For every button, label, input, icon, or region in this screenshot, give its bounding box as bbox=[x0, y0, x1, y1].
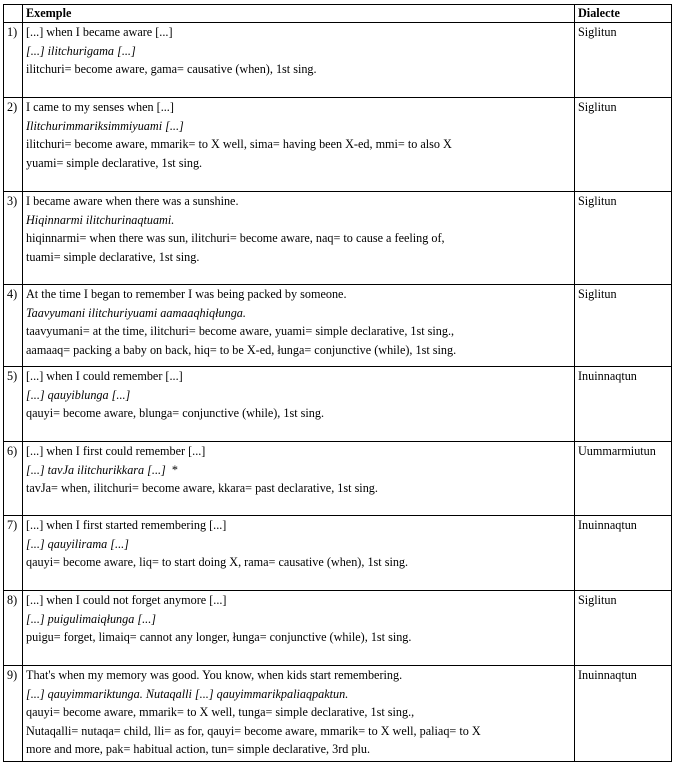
inuktun-line bbox=[26, 304, 571, 323]
english-translation: That's when my memory was good. You know, when kids start remembering. bbox=[26, 668, 403, 682]
dialect-cell: Inuinnaqtun bbox=[575, 367, 672, 442]
english-translation: I came to my senses when [...] bbox=[26, 100, 174, 114]
table-row bbox=[4, 516, 672, 591]
example-number: 8) bbox=[4, 591, 23, 666]
inuktun-line bbox=[26, 461, 571, 480]
dialect-cell: Siglitun bbox=[575, 192, 672, 285]
inuktun-line bbox=[26, 42, 571, 61]
inuktun-line bbox=[26, 117, 571, 136]
header-row bbox=[4, 5, 672, 23]
morpheme-gloss: tavJa= when, ilitchuri= become aware, kkara= past declarative, 1st sing. bbox=[26, 481, 378, 496]
dialect-cell: Siglitun bbox=[575, 591, 672, 666]
example-number: 4) bbox=[4, 285, 23, 367]
morpheme-gloss: Nutaqalli= nutaqa= child, lli= as for, qauyi= become aware, mmarik= to X well, paliaq= to X bbox=[26, 723, 481, 738]
table-row bbox=[4, 192, 672, 285]
english-translation: I became aware when there was a sunshine. bbox=[26, 194, 239, 208]
english-translation: [...] when I could remember [...] bbox=[26, 369, 183, 383]
morpheme-gloss: ilitchuri= become aware, mmarik= to X well, sima= having been X-ed, mmi= to also X bbox=[26, 137, 452, 152]
inuktun-phrase: Taavyumani ilitchuriyuami aamaaqhiqłunga. bbox=[26, 305, 246, 320]
table-row bbox=[4, 442, 672, 516]
english-translation: [...] when I became aware [...] bbox=[26, 25, 173, 39]
inuktun-phrase: [...] ilitchurigama [...] bbox=[26, 43, 136, 58]
morpheme-gloss: puigu= forget, limaiq= cannot any longer, łunga= conjunctive (while), 1st sing. bbox=[26, 630, 412, 645]
dialect-cell: Siglitun bbox=[575, 23, 672, 98]
inuktun-phrase: [...] tavJa ilitchurikkara [...] bbox=[26, 462, 166, 477]
english-translation: [...] when I first could remember [...] bbox=[26, 444, 206, 458]
table-row bbox=[4, 367, 672, 442]
example-number: 1) bbox=[4, 23, 23, 98]
english-translation: At the time I began to remember I was being packed by someone. bbox=[26, 287, 347, 301]
table-row bbox=[4, 23, 672, 98]
header-dialect: Dialecte bbox=[575, 5, 672, 23]
morpheme-gloss: aamaaq= packing a baby on back, hiq= to be X-ed, łunga= conjunctive (while), 1st sing. bbox=[26, 342, 457, 357]
example-number: 5) bbox=[4, 367, 23, 442]
inuktun-line bbox=[26, 211, 571, 230]
inuktun-line bbox=[26, 610, 571, 629]
dialect-cell: Siglitun bbox=[575, 285, 672, 367]
example-cell bbox=[23, 23, 575, 98]
example-cell bbox=[23, 442, 575, 516]
example-cell bbox=[23, 192, 575, 285]
morpheme-gloss: taavyumani= at the time, ilitchuri= become aware, yuami= simple declarative, 1st sing., bbox=[26, 324, 455, 339]
morpheme-gloss: more and more, pak= habitual action, tun= simple declarative, 3rd plu. bbox=[26, 742, 371, 757]
morpheme-gloss: ilitchuri= become aware, gama= causative (when), 1st sing. bbox=[26, 62, 317, 77]
example-cell bbox=[23, 516, 575, 591]
inuktun-phrase: [...] qauyiblunga [...] bbox=[26, 387, 131, 402]
morpheme-gloss: qauyi= become aware, liq= to start doing X, rama= causative (when), 1st sing. bbox=[26, 555, 409, 570]
table-row bbox=[4, 591, 672, 666]
morpheme-gloss: qauyi= become aware, mmarik= to X well, tunga= simple declarative, 1st sing., bbox=[26, 705, 415, 720]
inuktun-phrase: Ilitchurimmariksimmiyuami [...] bbox=[26, 118, 184, 133]
dialect-cell: Siglitun bbox=[575, 98, 672, 192]
table-row bbox=[4, 98, 672, 192]
morpheme-gloss: qauyi= become aware, blunga= conjunctive (while), 1st sing. bbox=[26, 406, 325, 421]
inuktun-phrase: [...] puigulimaiqłunga [...] bbox=[26, 611, 157, 626]
inuktun-line bbox=[26, 685, 571, 704]
inuktun-phrase: [...] qauyilirama [...] bbox=[26, 536, 129, 551]
dialect-cell: Inuinnaqtun bbox=[575, 516, 672, 591]
inuktun-phrase: Hiqinnarmi ilitchurinaqtuami. bbox=[26, 212, 175, 227]
inuktun-line bbox=[26, 386, 571, 405]
morpheme-gloss: hiqinnarmi= when there was sun, ilitchuri= become aware, naq= to cause a feeling of, bbox=[26, 231, 445, 246]
dialect-cell: Uummarmiutun bbox=[575, 442, 672, 516]
example-cell bbox=[23, 285, 575, 367]
inuktun-line bbox=[26, 535, 571, 554]
example-number: 9) bbox=[4, 666, 23, 762]
header-example: Exemple bbox=[23, 5, 575, 23]
example-cell bbox=[23, 666, 575, 762]
example-cell bbox=[23, 98, 575, 192]
header-number bbox=[4, 5, 23, 23]
english-translation: [...] when I first started remembering [...] bbox=[26, 518, 227, 532]
example-cell bbox=[23, 367, 575, 442]
examples-table bbox=[3, 4, 672, 762]
english-translation: [...] when I could not forget anymore [...] bbox=[26, 593, 227, 607]
example-number: 7) bbox=[4, 516, 23, 591]
dialect-cell: Inuinnaqtun bbox=[575, 666, 672, 762]
table-row bbox=[4, 666, 672, 762]
morpheme-gloss: yuami= simple declarative, 1st sing. bbox=[26, 155, 203, 170]
inuktun-phrase: [...] qauyimmariktunga. Nutaqalli [...] qauyimmarikpaliaqpaktun. bbox=[26, 686, 349, 701]
table-row bbox=[4, 285, 672, 367]
example-number: 2) bbox=[4, 98, 23, 192]
example-cell bbox=[23, 591, 575, 666]
example-number: 3) bbox=[4, 192, 23, 285]
footnote-marker: * bbox=[171, 462, 178, 477]
example-number: 6) bbox=[4, 442, 23, 516]
morpheme-gloss: tuami= simple declarative, 1st sing. bbox=[26, 249, 200, 264]
